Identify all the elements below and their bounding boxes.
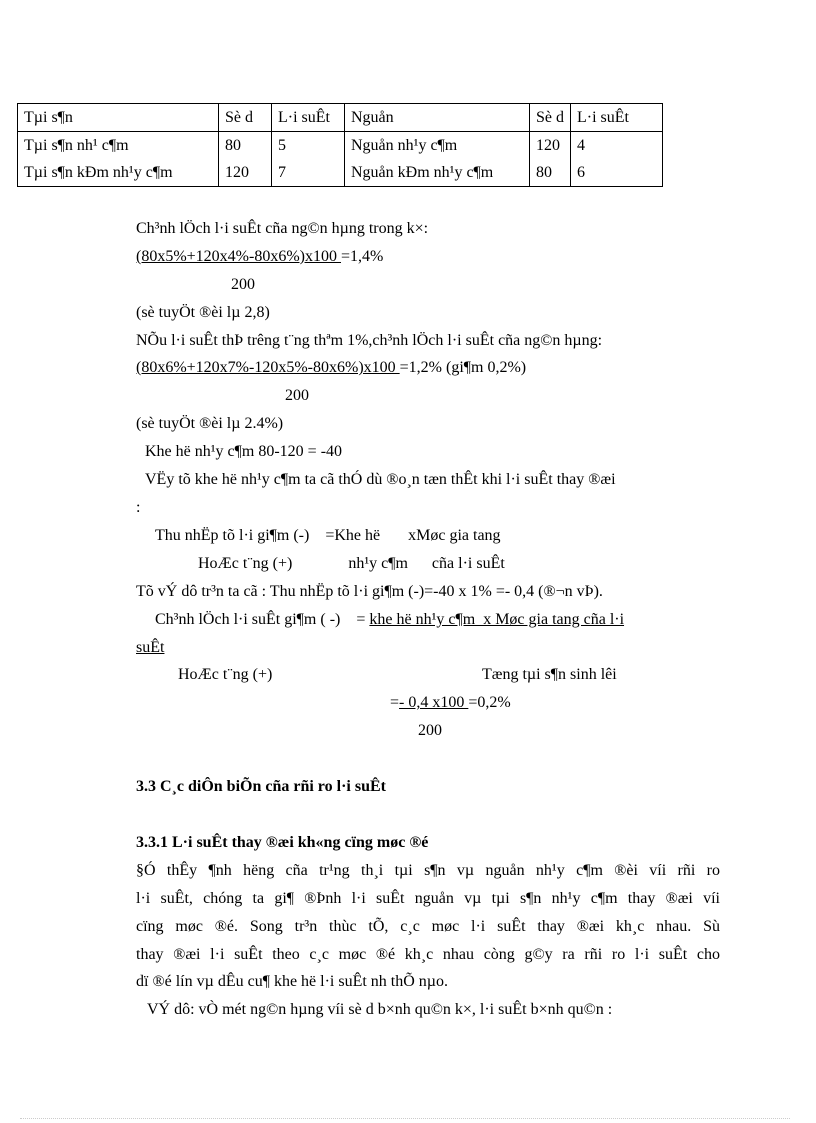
formula-line: [390, 693, 511, 713]
header-cell: L·i suÊt: [272, 104, 345, 132]
formula-line: [136, 358, 526, 378]
header-cell: Sè d: [219, 104, 272, 132]
footer-divider: [20, 1118, 790, 1119]
subsection-heading: 3.3.1 L·i suÊt thay ®æi kh«ng cïng møc ®é: [136, 834, 429, 851]
text-line: (sè tuyÖt ®èi lµ 2.4%): [136, 415, 284, 432]
text-line: HoÆc t¨ng (+): [178, 666, 273, 683]
text-line: Thu nhËp tõ l·i gi¶m (-) =Khe hë xMøc gia tang: [155, 527, 501, 544]
text-line: suÊt: [136, 639, 165, 656]
interest-table: [17, 103, 663, 187]
text-line: Tõ vÝ dô tr³n ta cã : Thu nhËp tõ l·i gi¶m (-)=-40 x 1% =- 0,4 (®¬n vÞ).: [136, 583, 603, 600]
formula-numerator: (80x6%+120x7%-120x5%-80x6%)x100: [136, 359, 400, 376]
header-cell: Tµi s¶n: [18, 104, 219, 132]
table-cell: Nguån nh¹y c¶m: [345, 132, 530, 160]
table-cell: Tµi s¶n nh¹ c¶m: [18, 132, 219, 160]
header-cell: Nguån: [345, 104, 530, 132]
formula-label: Ch³nh lÖch l·i suÊt gi¶m ( -) =: [155, 611, 370, 628]
table-cell: 80: [219, 132, 272, 160]
formula-numerator: - 0,4 x100: [399, 694, 469, 711]
formula-denominator: 200: [285, 387, 309, 404]
table-cell: 7: [272, 159, 345, 187]
table-row: [18, 159, 663, 187]
text-line: HoÆc t¨ng (+) nh¹y c¶m cña l·i suÊt: [198, 555, 505, 572]
formula-denominator: 200: [231, 276, 255, 293]
text-line: VËy tõ khe hë nh¹y c¶m ta cã thÓ dù ®o¸n tæn thÊt khi l·i suÊt thay ®æi: [145, 471, 616, 488]
table-cell: 5: [272, 132, 345, 160]
header-cell: Sè d: [530, 104, 571, 132]
text-line: NÕu l·i suÊt thÞ trêng t¨ng thªm 1%,ch³nh lÖch l·i suÊt cña ng©n hµng:: [136, 332, 603, 349]
table-cell: 80: [530, 159, 571, 187]
paragraph-line: thay ®æi l·i suÊt theo c¸c møc ®é kh¸c nhau còng g©y ra rñi ro l·i suÊt cho: [136, 946, 720, 963]
paragraph-line: cïng møc ®é. Song tr³n thùc tÕ, c¸c møc l·i suÊt thay ®æi kh¸c nhau. Sù: [136, 918, 720, 935]
table-cell: 120: [530, 132, 571, 160]
paragraph-line: dï ®é lín vµ dÊu cu¶ khe hë l·i suÊt nh thÕ nµo.: [136, 973, 449, 990]
formula-result: =1,4%: [341, 248, 384, 265]
formula-line: [136, 247, 383, 267]
formula-line: [155, 610, 624, 630]
text-line: Tæng tµi s¶n sinh lêi: [482, 666, 617, 683]
text-line: :: [136, 499, 141, 516]
formula-equals: =: [390, 694, 400, 711]
paragraph-line: VÝ dô: vÒ mét ng©n hµng víi sè d b×nh qu©n k×, l·i suÊt b×nh qu©n :: [147, 1001, 613, 1018]
formula-numerator: (80x5%+120x4%-80x6%)x100: [136, 248, 341, 265]
table-cell: 6: [571, 159, 663, 187]
text-line: Ch³nh lÖch l·i suÊt cña ng©n hµng trong k×:: [136, 220, 429, 237]
formula-numerator: khe hë nh¹y c¶m x Møc gia tang cña l·i: [369, 611, 625, 628]
formula-result: =0,2%: [468, 694, 511, 711]
table-cell: Tµi s¶n kÐm nh¹y c¶m: [18, 159, 219, 187]
paragraph-line: §Ó thÊy ¶nh hëng cña tr¹ng th¸i tµi s¶n vµ nguån nh¹y c¶m ®èi víi rñi ro: [136, 862, 720, 879]
section-heading: 3.3 C¸c diÔn biÕn cña rñi ro l·i suÊt: [136, 778, 386, 795]
table-row: [18, 132, 663, 160]
text-line: Khe hë nh¹y c¶m 80-120 = -40: [145, 443, 343, 460]
text-line: (sè tuyÖt ®èi lµ 2,8): [136, 304, 270, 321]
table-cell: 120: [219, 159, 272, 187]
formula-result: =1,2% (gi¶m 0,2%): [399, 359, 527, 376]
paragraph-line: l·i suÊt, chóng ta gi¶ ®Þnh l·i suÊt nguån vµ tµi s¶n nh¹y c¶m thay ®æi víi: [136, 890, 720, 907]
table-header-row: [18, 104, 663, 132]
table-cell: Nguån kÐm nh¹y c¶m: [345, 159, 530, 187]
table-cell: 4: [571, 132, 663, 160]
formula-denominator: 200: [418, 722, 442, 739]
header-cell: L·i suÊt: [571, 104, 663, 132]
